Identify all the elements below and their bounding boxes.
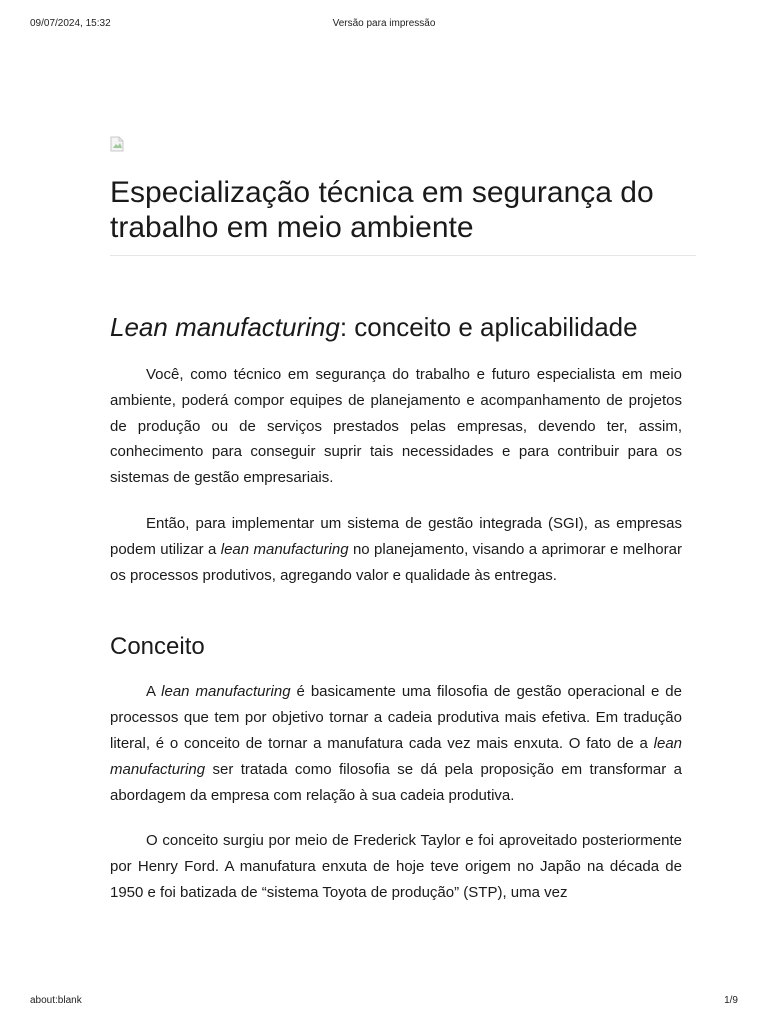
section-title-italic: Lean manufacturing xyxy=(110,312,340,342)
paragraph-3-text-a: A xyxy=(146,683,162,701)
document-title: Especialização técnica em segurança do trabalho em meio ambiente xyxy=(110,175,696,256)
print-url: about:blank xyxy=(30,995,82,1006)
print-datetime: 09/07/2024, 15:32 xyxy=(30,18,111,29)
broken-image-icon xyxy=(110,136,124,152)
print-footer xyxy=(30,994,738,1008)
paragraph-1: Você, como técnico em segurança do trabalho e futuro especialista em meio ambiente, poderá compor equipes de planejamento e acompanhamento de projetos de produção ou de serviços prestados pelas empresas, devendo ter, assim, conhecimento para conseguir suprir tais necessidades e para contribuir para os sistemas de gestão empresariais. xyxy=(110,366,682,487)
paragraph-2-emphasis: lean manufacturing xyxy=(220,540,349,558)
paragraph-3-text-b: é basicamente uma filosofia de gestão operacional e de processos que tem por objetivo tornar a cadeia produtiva mais efetiva. Em tradução literal, é o conceito de tornar a manufatura cada vez mais enxuta. O fato de a xyxy=(110,683,682,752)
paragraph-2-text-b: no planejamento, visando a aprimorar e melhorar os processos produtivos, agregando valor e qualidade às entregas. xyxy=(110,540,682,584)
print-title: Versão para impressão xyxy=(332,18,436,29)
page-number: 1/9 xyxy=(724,995,738,1006)
print-header xyxy=(30,17,738,31)
paragraph-3-text-c: ser tratada como filosofia se dá pela proposição em transformar a abordagem da empresa com relação à sua cadeia produtiva. xyxy=(110,760,682,804)
paragraph-3-emphasis-2: lean manufacturing xyxy=(110,734,682,778)
paragraph-2-text-a: Então, para implementar um sistema de gestão integrada (SGI), as empresas podem utilizar a xyxy=(110,514,682,558)
paragraph-3 xyxy=(110,679,682,808)
section-title xyxy=(110,312,682,342)
paragraph-3-emphasis-1: lean manufacturing xyxy=(161,683,291,701)
document-content xyxy=(110,136,696,906)
subsection-title: Conceito xyxy=(110,633,205,661)
section-title-rest: : conceito e aplicabilidade xyxy=(339,312,638,342)
paragraph-2 xyxy=(110,511,682,588)
paragraph-4: O conceito surgiu por meio de Frederick Taylor e foi aproveitado posteriormente por Henry Ford. A manufatura enxuta de hoje teve origem no Japão na década de 1950 e foi batizada de “sistema Toyota de produção” (STP), uma vez xyxy=(110,832,682,901)
